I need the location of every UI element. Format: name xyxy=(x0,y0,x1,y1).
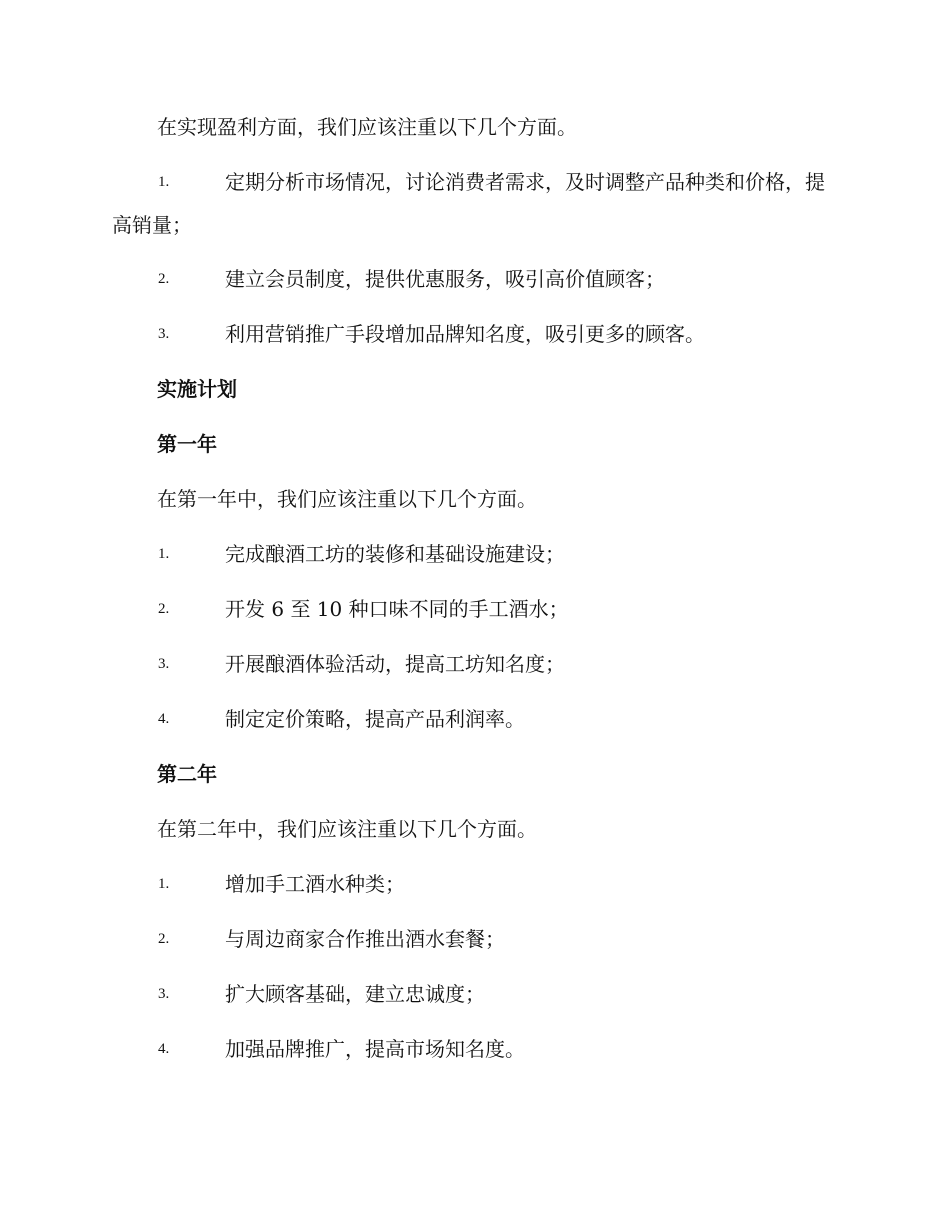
list-item xyxy=(112,1028,832,1071)
list-text: 增加手工酒水种类； xyxy=(225,872,405,896)
list-number: 1. xyxy=(158,876,170,892)
list-item xyxy=(112,313,832,356)
list-text: 建立会员制度，提供优惠服务，吸引高价值顾客； xyxy=(225,267,665,291)
list-number: 4. xyxy=(158,1041,170,1057)
section-heading-plan: 实施计划 xyxy=(157,377,237,401)
year1-intro: 在第一年中，我们应该注重以下几个方面。 xyxy=(157,487,537,511)
list-item xyxy=(112,698,832,741)
list-text: 加强品牌推广，提高市场知名度。 xyxy=(225,1037,525,1061)
list-number: 3. xyxy=(158,656,170,672)
list-item xyxy=(112,258,832,301)
list-number: 1. xyxy=(158,546,170,562)
list-item xyxy=(112,533,832,576)
list-item xyxy=(112,863,832,906)
section-heading-year1: 第一年 xyxy=(157,432,217,456)
list-text: 定期分析市场情况，讨论消费者需求，及时调整产品种类和价格，提高销量； xyxy=(112,170,825,237)
list-text: 与周边商家合作推出酒水套餐； xyxy=(225,927,505,951)
list-number: 4. xyxy=(158,711,170,727)
list-item xyxy=(112,588,832,631)
list-text: 开发 6 至 10 种口味不同的手工酒水； xyxy=(225,597,569,621)
list-number: 2. xyxy=(158,931,170,947)
list-item xyxy=(112,161,832,247)
list-text: 扩大顾客基础，建立忠诚度； xyxy=(225,982,485,1006)
year2-intro: 在第二年中，我们应该注重以下几个方面。 xyxy=(157,817,537,841)
list-number: 3. xyxy=(158,326,170,342)
list-number: 2. xyxy=(158,271,170,287)
list-item xyxy=(112,643,832,686)
list-number: 2. xyxy=(158,601,170,617)
profit-intro: 在实现盈利方面，我们应该注重以下几个方面。 xyxy=(157,115,577,139)
list-text: 利用营销推广手段增加品牌知名度，吸引更多的顾客。 xyxy=(225,322,705,346)
list-text: 开展酿酒体验活动，提高工坊知名度； xyxy=(225,652,565,676)
list-item xyxy=(112,973,832,1016)
section-heading-year2: 第二年 xyxy=(157,762,217,786)
list-number: 1. xyxy=(158,174,170,190)
list-text: 制定定价策略，提高产品利润率。 xyxy=(225,707,525,731)
list-number: 3. xyxy=(158,986,170,1002)
list-item xyxy=(112,918,832,961)
list-text: 完成酿酒工坊的装修和基础设施建设； xyxy=(225,542,565,566)
